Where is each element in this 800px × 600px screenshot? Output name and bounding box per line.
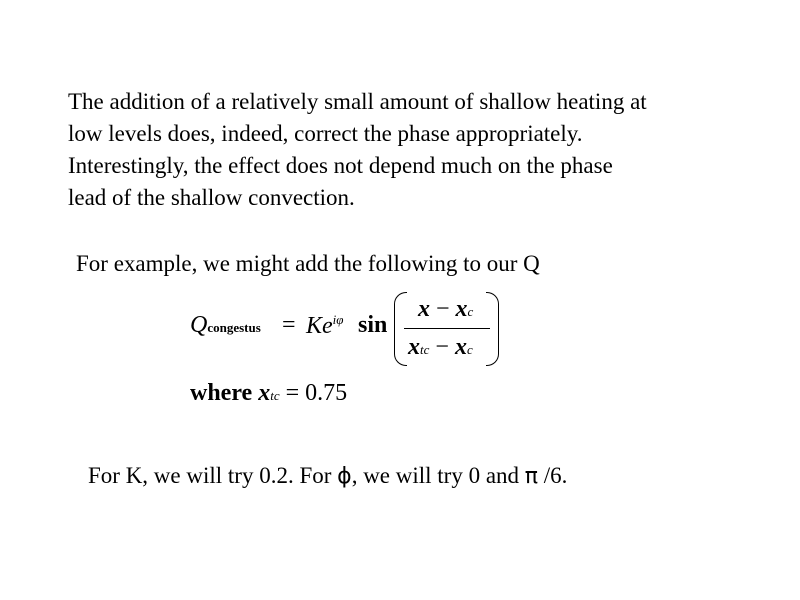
- formula-numerator: [418, 296, 473, 323]
- paragraph-line-3: Interestingly, the effect does not depend much on the phase: [68, 153, 613, 178]
- formula-lhs: [190, 312, 261, 339]
- formula-sin: sin: [358, 312, 388, 338]
- paragraph-line-1: The addition of a relatively small amount of shallow heating at: [68, 89, 647, 114]
- right-paren: [486, 292, 499, 366]
- where-value: 0.75: [305, 380, 348, 406]
- denominator-xc-sub: c: [466, 342, 473, 357]
- formula-coef: Ke: [306, 313, 333, 339]
- example-text: For example, we might add the following to our Q: [76, 251, 540, 276]
- formula-lhs-symbol: Q: [190, 312, 208, 338]
- numerator-minus: −: [436, 296, 450, 322]
- paragraph-line-2: low levels does, indeed, correct the phase appropriately.: [68, 121, 583, 146]
- numerator-xc-sub: c: [467, 304, 474, 319]
- where-keyword: where: [190, 380, 253, 406]
- congestus-formula: [190, 290, 530, 370]
- left-paren: [394, 292, 407, 366]
- denominator-xtc-sub: tc: [420, 342, 430, 357]
- intro-paragraph: [68, 86, 768, 214]
- denominator-minus: −: [435, 334, 449, 360]
- where-clause: [190, 380, 347, 407]
- formula-denominator: [408, 334, 473, 361]
- paragraph-line-4: lead of the shallow convection.: [68, 185, 355, 210]
- denominator-xtc: x: [408, 334, 420, 360]
- try-values-line: [88, 460, 567, 493]
- numerator-x: x: [418, 296, 430, 322]
- try-part-1: For K, we will try 0.2. For: [88, 463, 338, 488]
- formula-exponent: iφ: [332, 312, 344, 327]
- where-equals: =: [285, 380, 300, 406]
- numerator-xc: x: [455, 296, 468, 322]
- denominator-xc: x: [454, 334, 467, 360]
- try-part-3: /6.: [538, 463, 568, 488]
- try-part-2: , we will try 0 and: [351, 463, 525, 488]
- formula-equals: =: [282, 312, 296, 338]
- pi-symbol: π: [524, 464, 539, 489]
- fraction-bar: [404, 328, 490, 329]
- formula-lhs-subscript: congestus: [207, 320, 261, 335]
- formula-coefficient: [306, 312, 343, 340]
- phi-symbol: ϕ: [337, 464, 352, 489]
- where-var-sub: tc: [270, 388, 280, 403]
- where-var: x: [258, 380, 271, 406]
